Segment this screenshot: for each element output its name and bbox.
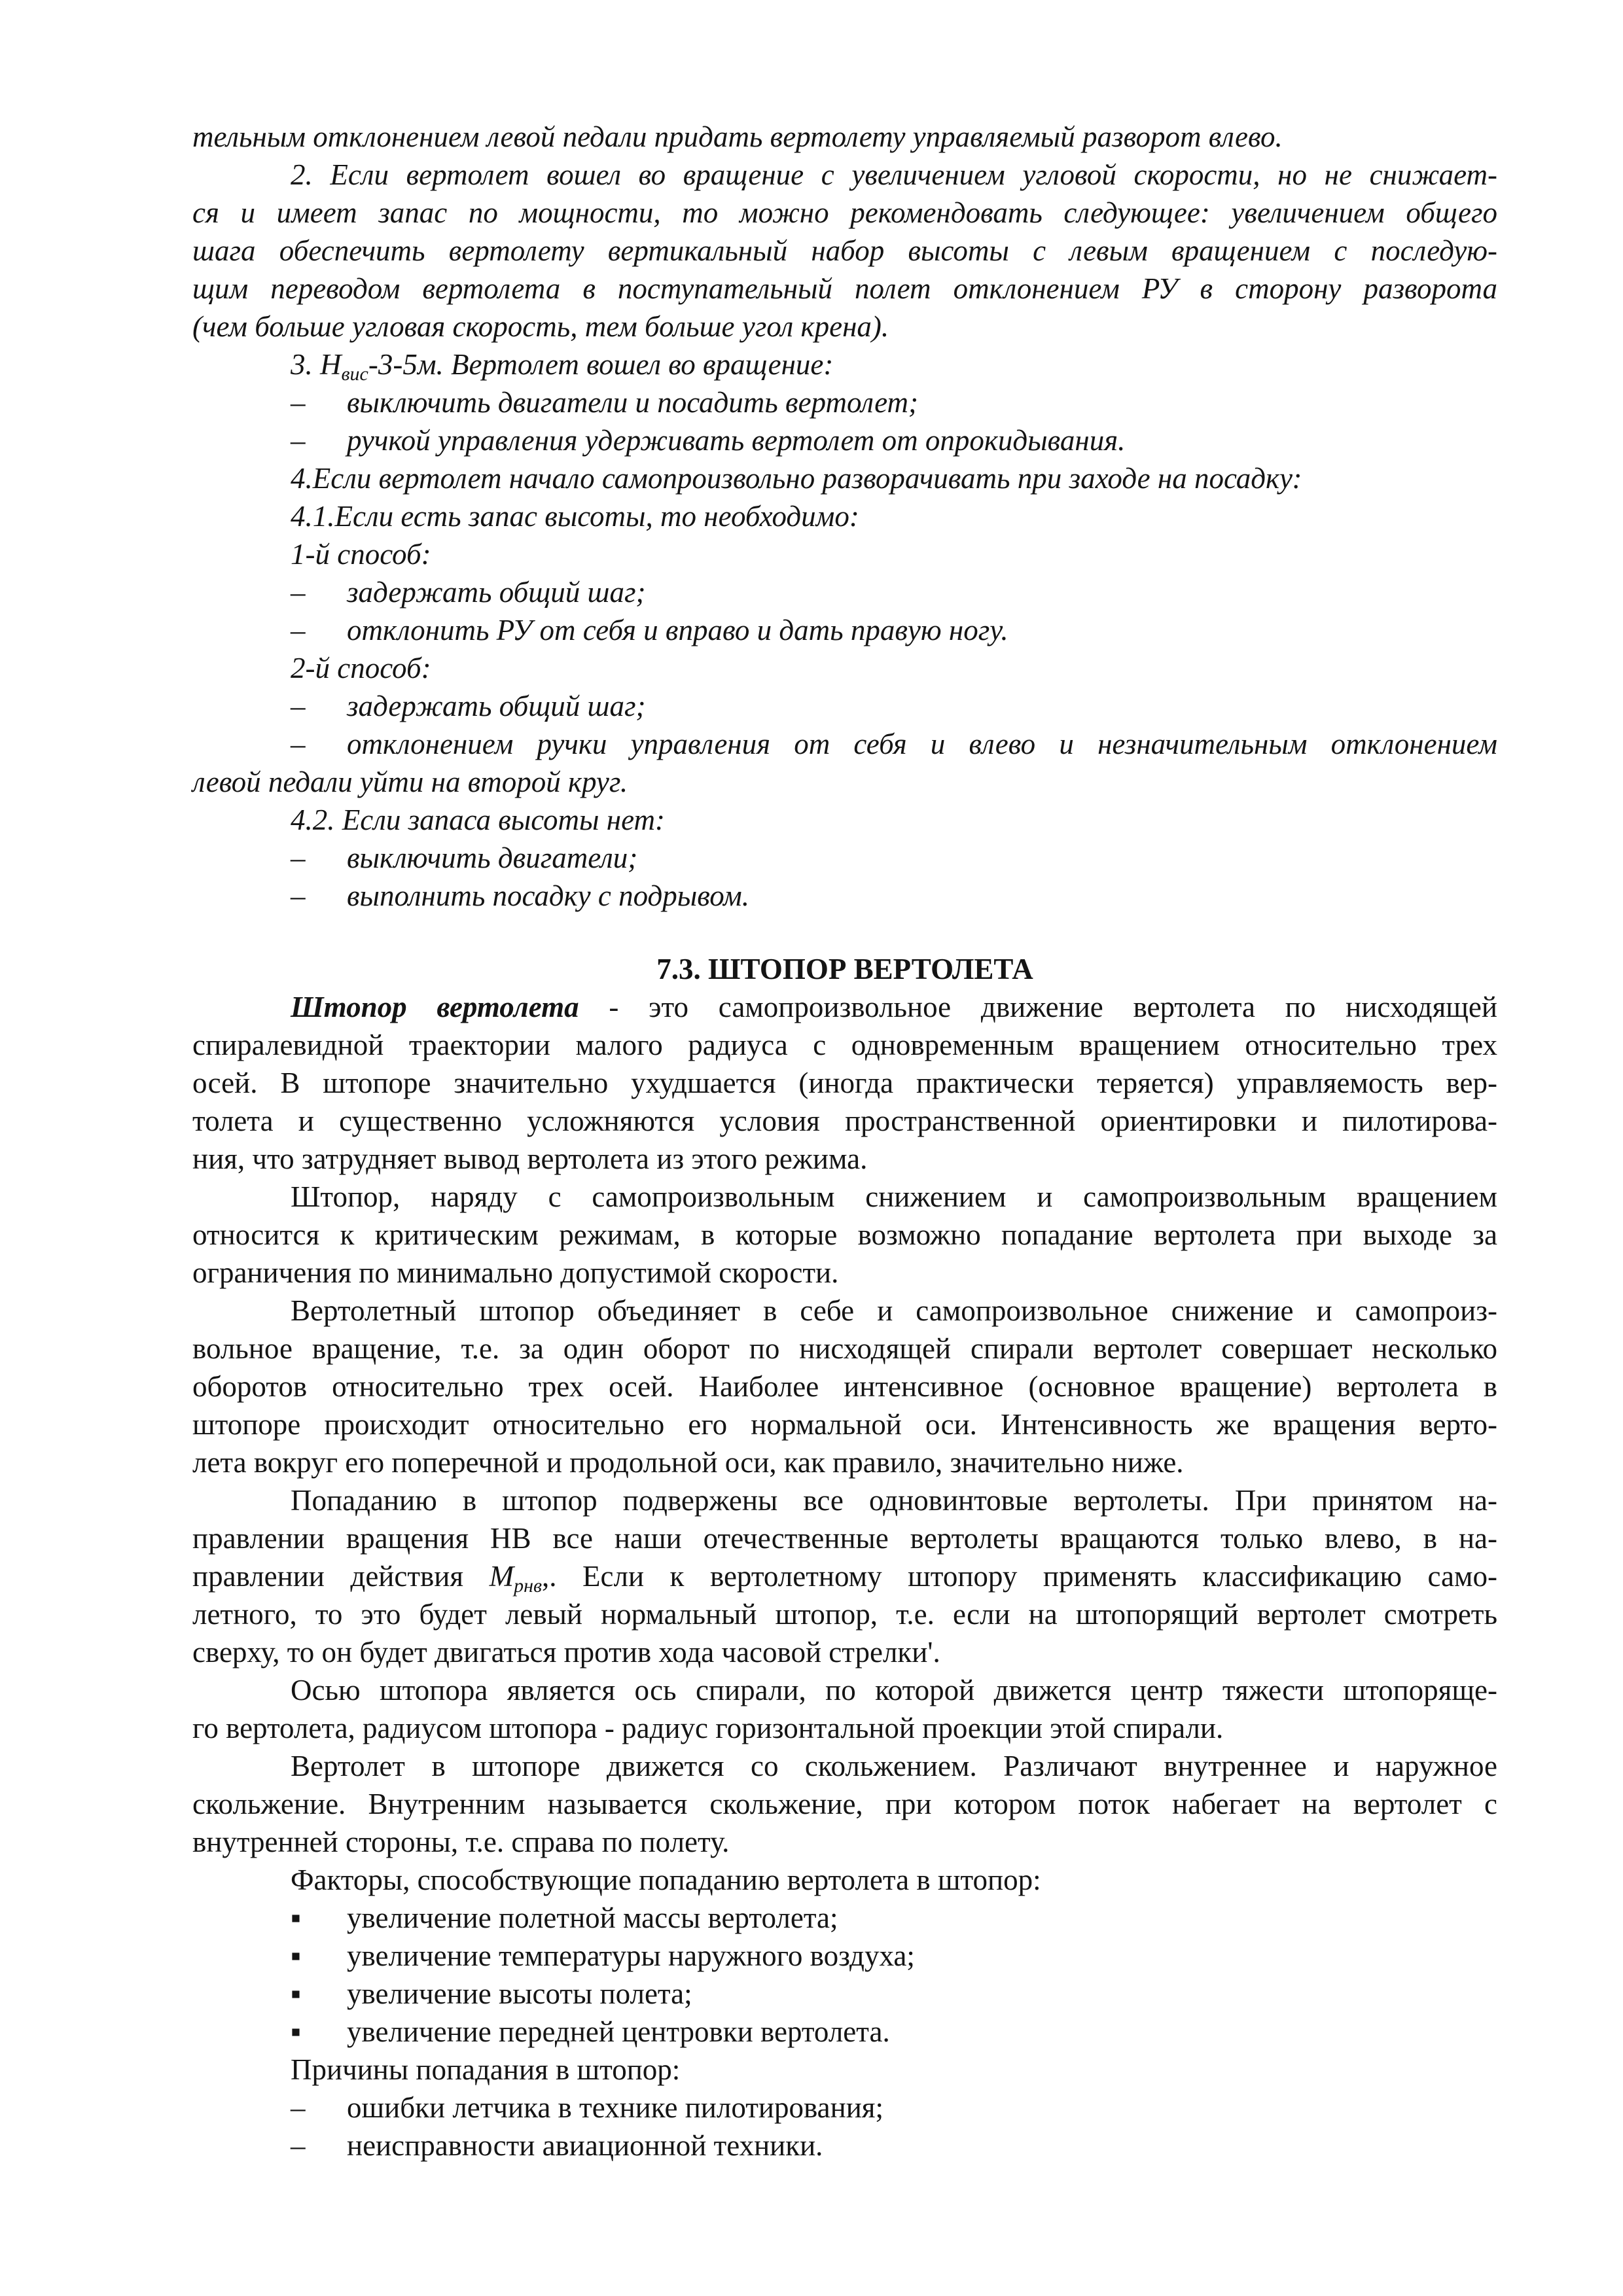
way2-label: 2-й способ: [291, 652, 431, 684]
cause-item: неисправности авиационной техники. [347, 2129, 823, 2162]
p1-line-1 [291, 988, 1497, 1026]
bullet-marker: ▪ [291, 1977, 301, 2010]
factor-item: увеличение передней центровки вертолета. [347, 2015, 890, 2048]
bullet-marker: ▪ [291, 1939, 301, 1972]
p5-line-1: Осью штопора является ось спирали, по которой движется центр тяжести штопоряще- [291, 1674, 1497, 1706]
continuation-line: тельным отклонением левой педали придать вертолету управляемый разворот влево. [192, 120, 1283, 153]
dash-marker: – [291, 728, 306, 760]
item3-suffix: -3-5м. Вертолет вошел во вращение: [368, 348, 834, 381]
way2-tail: левой педали уйти на второй круг. [192, 766, 628, 798]
item2-line-2: ся и имеет запас по мощности, то можно рекомендовать следующее: увеличением общего [192, 196, 1497, 229]
p3-line-4: штопоре происходит относительно его нормальной оси. Интенсивность же вращения верто- [192, 1408, 1497, 1441]
factor-item: увеличение температуры наружного воздуха; [347, 1939, 915, 1972]
bullet-marker: ▪ [291, 2015, 301, 2048]
factor-item: увеличение полетной массы вертолета; [347, 1901, 838, 1934]
item41-line: 4.1.Если есть запас высоты, то необходимо: [291, 500, 859, 533]
p2-line-2: относится к критическим режимам, в которые возможно попадание вертолета при выходе за [192, 1218, 1497, 1251]
dash-marker: – [291, 841, 306, 874]
item42-line: 4.2. Если запаса высоты нет: [291, 804, 665, 836]
item2-line-5: (чем больше угловая скорость, тем больше угол крена). [192, 310, 889, 343]
dash-marker: – [291, 2091, 306, 2124]
dash-marker: – [291, 879, 306, 912]
cause-item: ошибки летчика в технике пилотирования; [347, 2091, 883, 2124]
dash-marker: – [291, 2129, 306, 2162]
p6-line-1: Вертолет в штопоре движется со скольжением. Различают внутреннее и наружное [291, 1750, 1497, 1782]
item3-subscript: вис [341, 363, 368, 385]
moment-subscript: рнв [514, 1575, 542, 1597]
p3-line-1: Вертолетный штопор объединяет в себе и самопроизвольное снижение и самопроиз- [291, 1294, 1497, 1327]
p3-line-3: оборотов относительно трех осей. Наиболее интенсивное (основное вращение) вертолета в [192, 1370, 1497, 1403]
p2-line-1: Штопор, наряду с самопроизвольным снижением и самопроизвольным вращением [291, 1180, 1497, 1213]
item2-line-4: щим переводом вертолета в поступательный полет отклонением РУ в сторону разворота [192, 272, 1497, 305]
item3-dash-2: ручкой управления удерживать вертолет от опрокидывания. [347, 424, 1126, 457]
p3-line-5: лета вокруг его поперечной и продольной оси, как правило, значительно ниже. [192, 1446, 1184, 1479]
causes-intro: Причины попадания в штопор: [291, 2053, 681, 2086]
dash-marker: – [291, 386, 306, 419]
factor-item: увеличение высоты полета; [347, 1977, 692, 2010]
p4-line-5: сверху, то он будет двигаться против хода часовой стрелки'. [192, 1636, 940, 1669]
p4-line-3-pre: правлении действия [192, 1560, 490, 1593]
p3-line-2: вольное вращение, т.е. за один оборот по нисходящей спирали вертолет совершает несколько [192, 1332, 1497, 1365]
dash-marker: – [291, 614, 306, 646]
bullet-marker: ▪ [291, 1901, 301, 1934]
p1-line-3: осей. В штопоре значительно ухудшается (иногда практически теряется) управляемость вер- [192, 1067, 1497, 1099]
way1-dash-2: отклонить РУ от себя и вправо и дать правую ногу. [347, 614, 1008, 646]
p6-line-2: скольжение. Внутренним называется скольжение, при котором поток набегает на вертолет с [192, 1788, 1497, 1820]
item3-dash-1: выключить двигатели и посадить вертолет; [347, 386, 918, 419]
item3-line [291, 345, 833, 383]
dash-marker: – [291, 690, 306, 722]
dash-marker: – [291, 424, 306, 457]
way1-dash-1: задержать общий шаг; [347, 576, 646, 609]
item2-line-1: 2. Если вертолет вошел во вращение с увеличением угловой скорости, но не снижает- [291, 158, 1497, 191]
p1-term: Штопор вертолета [291, 991, 579, 1023]
p2-line-3: ограничения по минимально допустимой скорости. [192, 1256, 839, 1289]
factors-intro: Факторы, способствующие попаданию вертолета в штопор: [291, 1863, 1041, 1896]
item2-line-3: шага обеспечить вертолету вертикальный набор высоты с левым вращением с последую- [192, 234, 1497, 267]
p1-line-2: спиралевидной траектории малого радиуса с одновременным вращением относительно трех [192, 1029, 1497, 1061]
p4-line-3 [192, 1557, 1497, 1595]
p6-line-3: внутренней стороны, т.е. справа по полету. [192, 1826, 730, 1858]
item4-line: 4.Если вертолет начало самопроизвольно разворачивать при заходе на посадку: [291, 462, 1302, 495]
p4-line-2: правлении вращения НВ все наши отечественные вертолеты вращаются только влево, в на- [192, 1522, 1497, 1555]
section-heading: 7.3. ШТОПОР ВЕРТОЛЕТА [656, 953, 1033, 985]
item3-prefix: 3. H [291, 348, 342, 381]
item42-dash-2: выполнить посадку с подрывом. [347, 879, 749, 912]
item42-dash-1: выключить двигатели; [347, 841, 638, 874]
p4-line-3-post: ,. Если к вертолетному штопору применять классификацию само- [541, 1560, 1497, 1593]
way2-dash-2: отклонением ручки управления от себя и влево и незначительным отклонением [347, 728, 1497, 760]
p5-line-2: го вертолета, радиусом штопора - радиус горизонтальной проекции этой спирали. [192, 1712, 1224, 1744]
moment-symbol: M [489, 1560, 514, 1593]
p4-line-1: Попаданию в штопор подвержены все одновинтовые вертолеты. При принятом на- [291, 1484, 1497, 1517]
p1-line-1-rest: - это самопроизвольное движение вертолета по нисходящей [579, 991, 1497, 1023]
p4-line-4: летного, то это будет левый нормальный штопор, т.е. если на штопорящий вертолет смотреть [192, 1598, 1497, 1631]
way2-dash-1: задержать общий шаг; [347, 690, 646, 722]
p1-line-4: толета и существенно усложняются условия пространственной ориентировки и пилотирова- [192, 1104, 1497, 1137]
p1-line-5: ния, что затрудняет вывод вертолета из этого режима. [192, 1142, 868, 1175]
dash-marker: – [291, 576, 306, 609]
way1-label: 1-й способ: [291, 538, 431, 571]
